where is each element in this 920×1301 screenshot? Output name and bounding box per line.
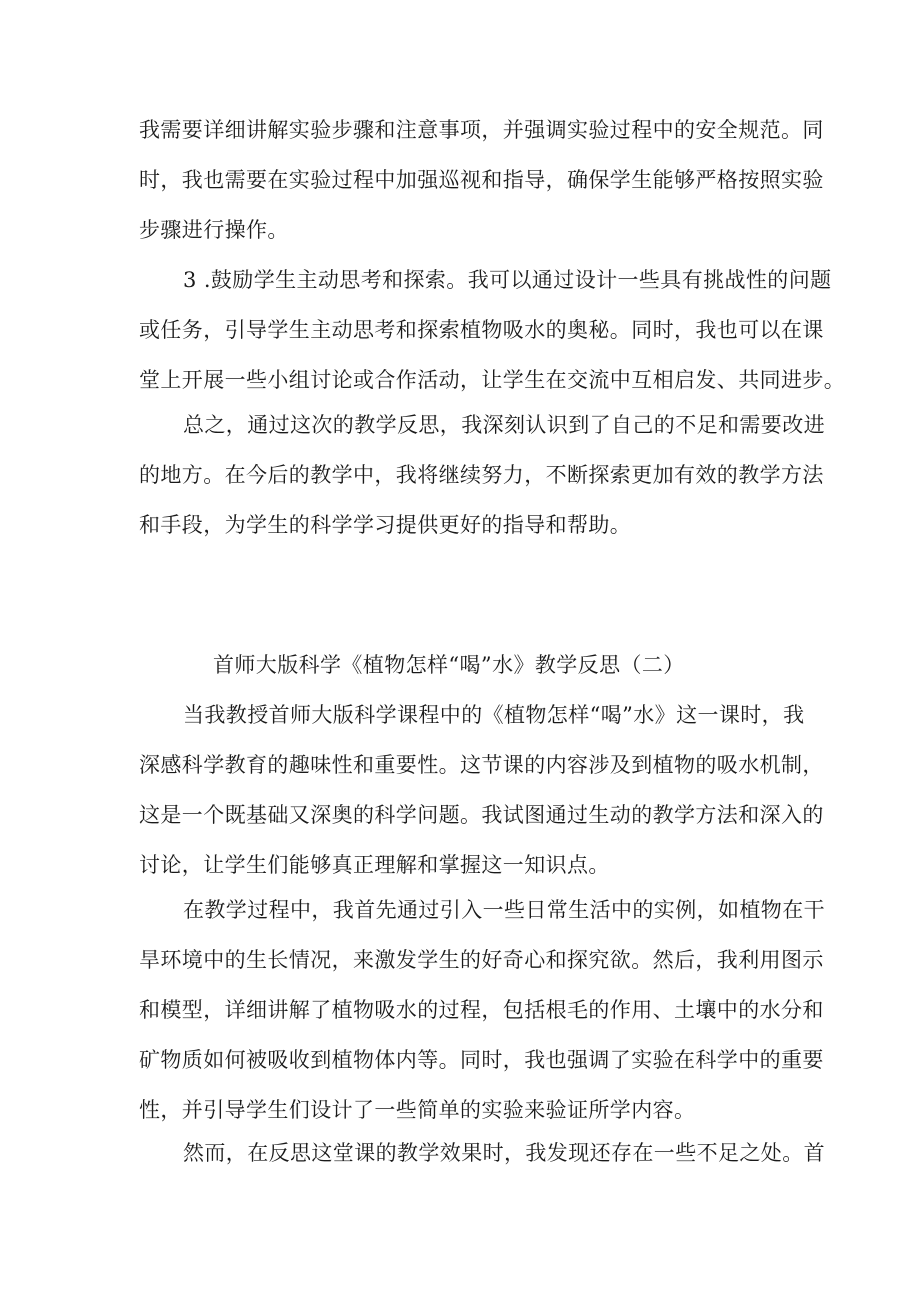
- text-line: 当我教授首师大版科学课程中的《植物怎样“喝”水》这一课时，我: [183, 703, 805, 727]
- text-line: 讨论，让学生们能够真正理解和掌握这一知识点。: [139, 853, 610, 877]
- paragraph-encourage: [139, 255, 846, 405]
- paragraph-intro: [139, 690, 824, 890]
- text-line: 旱环境中的生长情况，来激发学生的好奇心和探究欲。然后，我利用图示: [139, 948, 824, 972]
- text-line: 我需要详细讲解实验步骤和注意事项，并强调实验过程中的安全规范。同: [139, 118, 824, 142]
- text-line: 矿物质如何被吸收到植物体内等。同时，我也强调了实验在科学中的重要: [139, 1048, 824, 1072]
- text-line: 然而，在反思这堂课的教学效果时，我发现还存在一些不足之处。首: [183, 1141, 825, 1165]
- text-line: 在教学过程中，我首先通过引入一些日常生活中的实例，如植物在干: [183, 898, 825, 922]
- text-line: 步骤进行操作。: [139, 218, 289, 242]
- paragraph-reflection: [139, 1128, 825, 1178]
- text-line: 3 .鼓励学生主动思考和探索。我可以通过设计一些具有挑战性的问题: [183, 268, 832, 292]
- text-line: 和手段，为学生的科学学习提供更好的指导和帮助。: [139, 513, 632, 537]
- text-line: 性，并引导学生们设计了一些简单的实验来验证所学内容。: [139, 1098, 696, 1122]
- text-line: 的地方。在今后的教学中，我将继续努力，不断探索更加有效的教学方法: [139, 463, 824, 487]
- text-line: 堂上开展一些小组讨论或合作活动，让学生在交流中互相启发、共同进步。: [139, 368, 846, 392]
- text-line: 时，我也需要在实验过程中加强巡视和指导，确保学生能够严格按照实验: [139, 168, 824, 192]
- text-line: 深感科学教育的趣味性和重要性。这节课的内容涉及到植物的吸水机制，: [139, 753, 824, 777]
- paragraph-process: [139, 885, 825, 1135]
- text-line: 或任务，引导学生主动思考和探索植物吸水的奥秘。同时，我也可以在课: [139, 318, 824, 342]
- paragraph-safety: [139, 105, 824, 255]
- text-line: 和模型，详细讲解了植物吸水的过程，包括根毛的作用、土壤中的水分和: [139, 998, 824, 1022]
- text-line: 这是一个既基础又深奥的科学问题。我试图通过生动的教学方法和深入的: [139, 803, 824, 827]
- paragraph-conclusion: [139, 400, 825, 550]
- text-line: 总之，通过这次的教学反思，我深刻认识到了自己的不足和需要改进: [183, 413, 825, 437]
- section-title: 首师大版科学《植物怎样“喝”水》教学反思（二）: [213, 653, 685, 677]
